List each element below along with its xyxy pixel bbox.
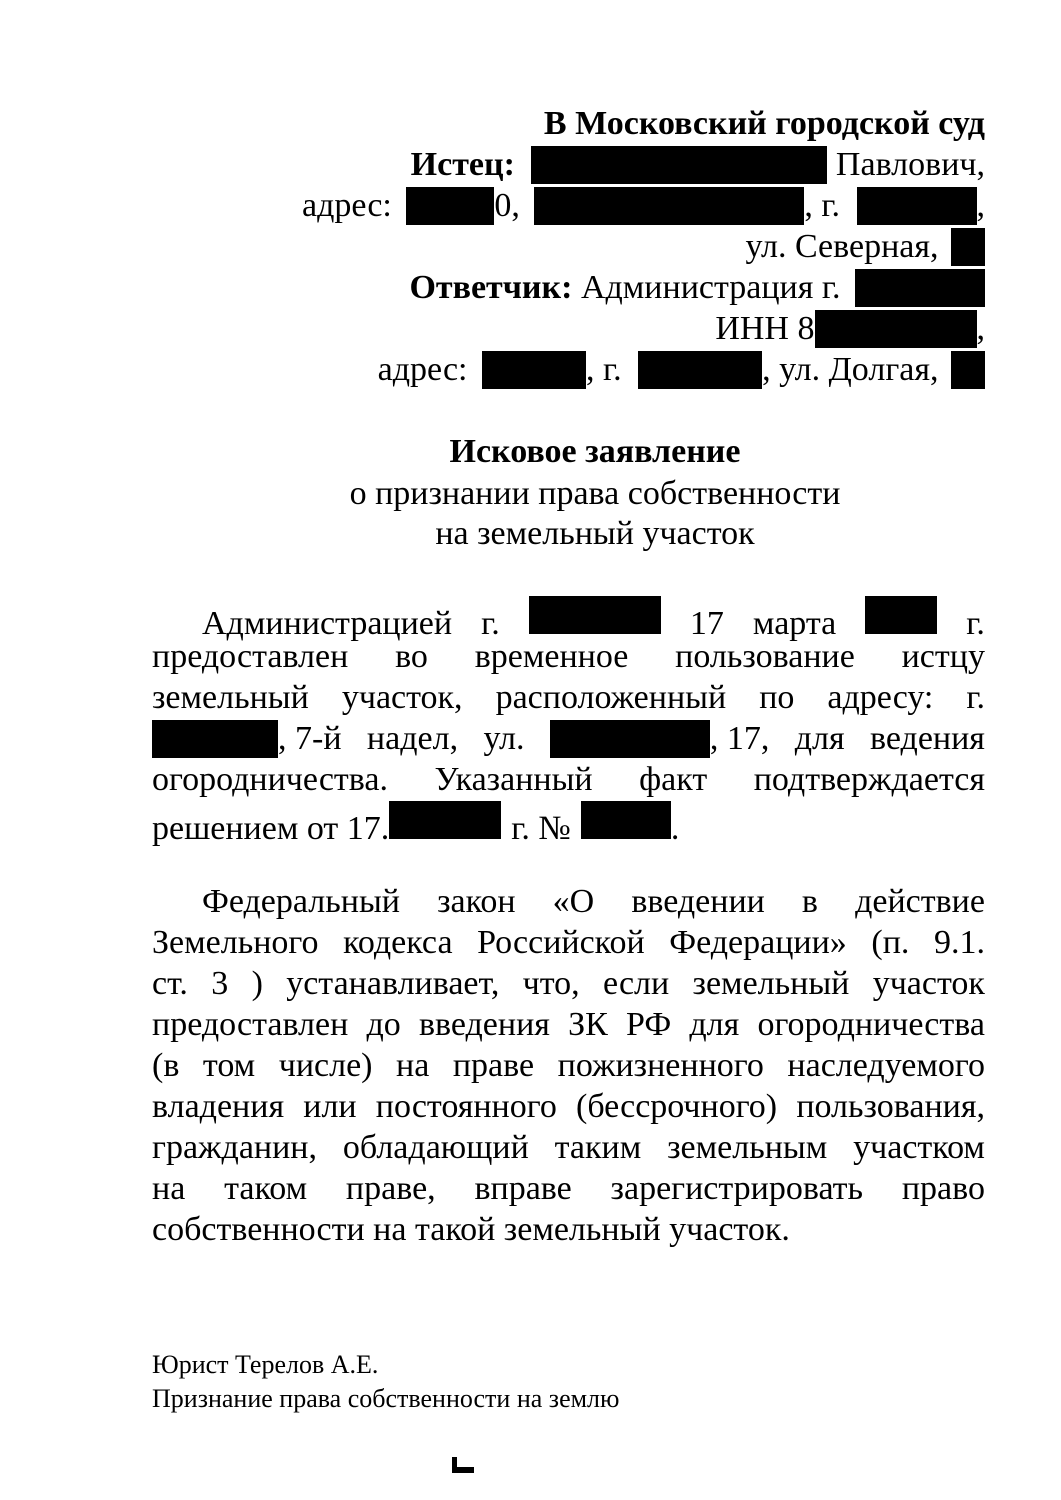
paragraph2-line7: [152, 1128, 985, 1168]
document-subtitle-1: [0, 474, 1061, 514]
word: введении: [631, 883, 765, 920]
author-text: Юрист Терелов А.Е.: [152, 1350, 379, 1379]
paragraph2-line8: [152, 1169, 985, 1209]
redaction-block: [638, 351, 762, 389]
word: предоставлен: [152, 1006, 349, 1043]
word: устанавливает,: [286, 965, 500, 1002]
court-name: [544, 104, 985, 144]
word: 9.1.: [933, 924, 985, 961]
plaintiff-address-zip-suffix: 0,: [494, 187, 520, 224]
word: , 7-й: [278, 720, 342, 757]
word: Указанный: [434, 761, 593, 798]
word: огородничества.: [152, 761, 388, 798]
word: Федеральный: [202, 883, 400, 920]
redaction-block: [857, 187, 977, 225]
word: праве: [452, 1047, 535, 1084]
word: факт: [639, 761, 708, 798]
document-subtitle-2: [0, 514, 1061, 554]
footer-topic: [152, 1383, 619, 1415]
title-sub1: о признании права собственности: [349, 475, 841, 512]
word: участок,: [341, 679, 463, 716]
word: земельным: [667, 1129, 828, 1166]
word: г.: [481, 605, 500, 642]
paragraph1-line4: [152, 719, 985, 759]
word: (бессрочного): [576, 1088, 778, 1125]
word: владения: [152, 1088, 285, 1125]
word: пользования,: [796, 1088, 985, 1125]
word: марта: [752, 605, 837, 642]
word: пожизненного: [557, 1047, 764, 1084]
paragraph2-line4: [152, 1005, 985, 1045]
word: действие: [855, 883, 985, 920]
redaction-block: [865, 596, 937, 634]
document-title: [0, 432, 1061, 472]
word: Федерации»: [669, 924, 847, 961]
defendant-address-street: , ул. Долгая,: [762, 351, 939, 388]
plaintiff-name-suffix: Павлович,: [835, 146, 985, 183]
plaintiff-label: Истец:: [410, 146, 515, 183]
word: гражданин,: [152, 1129, 318, 1166]
plaintiff-address-label: адрес:: [302, 187, 392, 224]
paragraph1-line3: [152, 678, 985, 718]
word: (в: [152, 1047, 180, 1084]
word: таком: [224, 1170, 308, 1207]
word: пользование: [675, 638, 855, 675]
word: участком: [853, 1129, 985, 1166]
defendant-address-line: [378, 350, 985, 390]
plaintiff-address-comma: ,: [976, 187, 985, 224]
word: земельный: [152, 679, 309, 716]
court-text: В Московский городской суд: [543, 105, 985, 142]
word: если: [603, 965, 670, 1002]
plaintiff-line: [411, 145, 985, 185]
redaction-block: [550, 720, 710, 758]
word: для: [689, 1006, 740, 1043]
word: зарегистрировать: [610, 1170, 864, 1207]
title-sub2: на земельный участок: [435, 515, 755, 552]
paragraph1-line6: [152, 801, 985, 849]
word: кодекса: [343, 924, 453, 961]
word: предоставлен: [152, 638, 349, 675]
redaction-block: [529, 596, 661, 634]
topic-text: Признание права собственности на землю: [152, 1384, 620, 1413]
word: «О: [552, 883, 595, 920]
paragraph2-line6: [152, 1087, 985, 1127]
word: наследуемого: [787, 1047, 985, 1084]
word: ул.: [483, 720, 525, 757]
word: в: [801, 883, 818, 920]
paragraph2-line5: [152, 1046, 985, 1086]
word: вправе: [474, 1170, 572, 1207]
plaintiff-street: ул. Северная,: [745, 228, 939, 265]
word: 3: [211, 965, 229, 1002]
word: подтверждается: [753, 761, 985, 798]
word: до: [366, 1006, 401, 1043]
word: что,: [522, 965, 580, 1002]
word-group: [550, 719, 770, 759]
word: РФ: [626, 1006, 672, 1043]
word: расположенный: [495, 679, 727, 716]
defendant-label: Ответчик:: [409, 269, 573, 306]
defendant-name: Администрация г.: [580, 269, 841, 306]
redaction-block: [406, 187, 494, 225]
plaintiff-address-city-prefix: , г.: [804, 187, 840, 224]
redaction-block: [951, 228, 985, 266]
footer-author: [152, 1349, 378, 1381]
word: (п.: [871, 924, 910, 961]
word: .: [670, 810, 680, 847]
word: 17: [689, 605, 724, 642]
word: право: [901, 1170, 985, 1207]
word-group: [152, 719, 342, 759]
defendant-address-city-prefix: , г.: [586, 351, 622, 388]
word: праве,: [345, 1170, 436, 1207]
word: истцу: [901, 638, 985, 675]
redaction-block: [482, 351, 586, 389]
redaction-block: [534, 187, 804, 225]
plaintiff-street-line: [745, 227, 985, 267]
word: Российской: [477, 924, 645, 961]
word: собственности на такой земельный участок.: [152, 1211, 790, 1248]
word: Администрацией: [202, 605, 453, 642]
redaction-block: [581, 801, 671, 839]
word: том: [202, 1047, 256, 1084]
paragraph1-line2: [152, 637, 985, 677]
word: таким: [554, 1129, 642, 1166]
word: ст.: [152, 965, 188, 1002]
redaction-block: [951, 351, 985, 389]
paragraph2-line2: [152, 923, 985, 963]
word: или: [303, 1088, 357, 1125]
word: адресу:: [827, 679, 934, 716]
redaction-block: [389, 801, 501, 839]
word: постоянного: [375, 1088, 557, 1125]
word: закон: [437, 883, 516, 920]
word: участок: [872, 965, 985, 1002]
word: Земельного: [152, 924, 319, 961]
paragraph1-line5: [152, 760, 985, 800]
plaintiff-address-line: [302, 186, 985, 226]
word: г.: [966, 679, 985, 716]
title-main: Исковое заявление: [449, 433, 741, 470]
word: г. №: [511, 810, 571, 847]
word: на: [396, 1047, 430, 1084]
word: г.: [966, 605, 985, 642]
word: ведения: [870, 720, 985, 757]
word: ЗК: [568, 1006, 608, 1043]
word: для: [794, 720, 845, 757]
word: , 17,: [709, 720, 770, 757]
word: обладающий: [342, 1129, 529, 1166]
redaction-block: [815, 310, 977, 348]
word: введения: [418, 1006, 550, 1043]
defendant-line: [409, 268, 985, 308]
defendant-inn: ИНН 8: [715, 310, 815, 347]
redaction-block: [152, 720, 278, 758]
paragraph2-line1: [202, 882, 985, 922]
word: решением от 17.: [152, 810, 390, 847]
defendant-address-label: адрес:: [377, 351, 468, 388]
word: на: [152, 1170, 186, 1207]
defendant-inn-comma: ,: [976, 310, 985, 347]
word: ): [251, 965, 263, 1002]
word: числе): [278, 1047, 373, 1084]
word: надел,: [366, 720, 459, 757]
paragraph2-line9: [152, 1210, 985, 1250]
word: во: [395, 638, 428, 675]
redaction-block: [531, 146, 827, 184]
defendant-inn-line: [715, 309, 985, 349]
word: по: [759, 679, 795, 716]
word: огородничества: [757, 1006, 985, 1043]
paragraph2-line3: [152, 964, 985, 1004]
word: земельный: [692, 965, 850, 1002]
word: временное: [474, 638, 629, 675]
redaction-block: [855, 269, 985, 307]
page-mark: [452, 1467, 474, 1473]
